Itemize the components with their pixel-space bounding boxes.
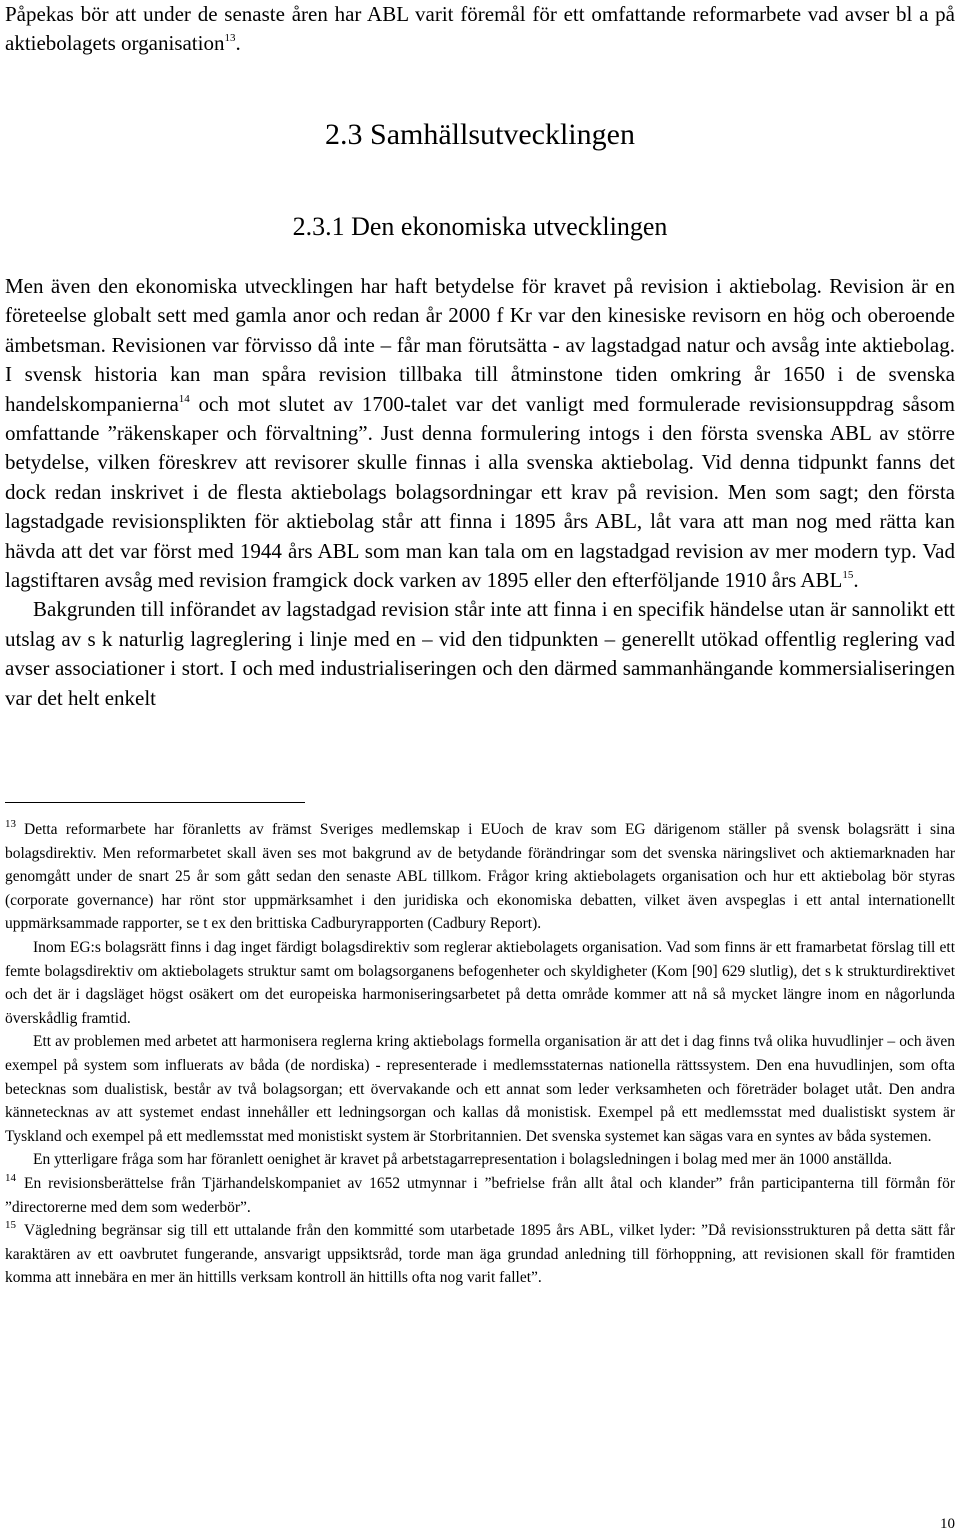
intro-paragraph xyxy=(5,0,955,59)
footnote-15-number: 15 xyxy=(5,1219,16,1232)
footnote-ref-14[interactable]: 14 xyxy=(178,392,190,405)
footnote-13-paragraph-2: Inom EG:s bolagsrätt finns i dag inget färdigt bolagsdirektiv som reglerar aktiebolagets organisation. Vad som finns är ett framarbetat förslag till ett femte bolagsdirektiv om aktiebolagets struktur samt om bolagsorganens befogenheter och skyldigheter (Kom [90] 629 slutlig), det s k strukturdirektivet och det är i dagsläget högst osäkert om det europeiska harmoniseringsarbetet på detta område kommer att nå så mycket längre inom en någorlunda överskådlig framtid. xyxy=(5,938,955,1027)
footnote-13-text: Detta reformarbete har föranletts av främst Sveriges medlemskap i EUoch de krav som EG därigenom ställer på svensk bolagsrätt i sina bolagsdirektiv. Men reformarbetet skall även ses mot bakgrund av de betydande förändringar som det svenska näringslivet och aktiemarknaden har genomgått under de snart 25 år som gått sedan den senaste ABL tillkom. Frågor kring aktiebolagets organisation och hur ett aktiebolag bör styras (corporate governance) har rönt stor uppmärksamhet i den juridiska och ekonomiska debatten, vilket även avspeglas i ett antal internationellt uppmärksammade rapporter, se t ex den brittiska Cadburyrapporten (Cadbury Report). xyxy=(5,821,955,933)
page-number: 10 xyxy=(940,1516,955,1532)
paragraph-1-end: . xyxy=(853,568,859,593)
section-heading: 2.3 Samhällsutvecklingen xyxy=(325,118,635,151)
subsection-heading: 2.3.1 Den ekonomiska utvecklingen xyxy=(292,212,668,241)
footnote-15 xyxy=(5,1219,955,1290)
footnote-ref-15[interactable]: 15 xyxy=(842,569,854,582)
footnote-ref-13[interactable]: 13 xyxy=(224,32,236,45)
footnote-13-paragraph-3: Ett av problemen med arbetet att harmonisera reglerna kring aktiebolags formella organisation är att det i dag finns två olika huvudlinjer – och även exempel på system som influerats av båda (de nordiska) - representerade i medlemsstaternas nationella rättssystem. Den ena huvudlinjen, som ofta betecknas som dualistisk, består av två bolagsorgan; ett övervakande och ett annat som leder verksamheten och företräder bolaget utåt. Den andra kännetecknas av att systemet endast innehåller ett ledningsorgan och kallas då monistisk. Exempel på ett medlemsstat med dualistiskt system är Tyskland och exempel på ett medlemsstat med monistiskt system är Storbritannien. Det svenska systemet kan sägas vara en syntes av båda systemen. xyxy=(5,1033,955,1145)
intro-text: Påpekas bör att under de senaste åren har ABL varit föremål för ett omfattande reformarbete vad avser bl a på aktiebolagets organisation xyxy=(5,2,955,56)
footnote-13-paragraph-4: En ytterligare fråga som har föranlett oenighet är kravet på arbetstagarrepresentation i bolagsledningen i bolag med mer än 1000 anställda. xyxy=(33,1151,893,1169)
footnote-13 xyxy=(5,818,955,936)
footnote-15-text: Vägledning begränsar sig till ett uttalande från den kommitté som utarbetade 1895 års ABL, vilket lyder: ”Då revisionsstrukturen på detta sätt får karaktären av ett oavbrutet fungerande, ansvarigt uppsiktsråd, torde man äga grundad anledning till förhoppning, att revisionen skall för framtiden komma att innebära en mer än hittills verksam kontroll än hittills ofta nog varit fallet”. xyxy=(5,1222,955,1287)
intro-end: . xyxy=(235,31,241,56)
paragraph-1-part-1: Men även den ekonomiska utvecklingen har haft betydelse för kravet på revision i aktiebolag. Revision är en företeelse globalt sett med gamla anor och redan år 2000 f Kr var den kinesiske revisorn en hög och oberoende ämbetsman. Revisionen var förvisso då inte – får man förutsätta - av lagstadgad natur och avsåg inte aktiebolag. I svensk historia kan man spåra revision tillbaka till åtminstone tiden omkring år 1650 i de svenska handelskompanierna xyxy=(5,274,955,416)
footnotes xyxy=(5,818,955,1290)
footnote-14-text: En revisionsberättelse från Tjärhandelskompaniet av 1652 utmynnar i ”befrielse från allt åtal och klander” från participanterna till förmån för ”directorerne med dem som wederbör”. xyxy=(5,1174,955,1216)
paragraph-1-part-2: och mot slutet av 1700-talet var det vanligt med formulerade revisionsuppdrag såsom omfattande ”räkenskaper och förvaltning”. Just denna formulering intogs i den första svenska ABL av större betydelse, vilken föreskrev att revisorer skulle finnas i alla svenska aktiebolag. Vid denna tidpunkt fanns det dock redan inskrivet i de flesta aktiebolags bolagsordningar ett krav på revision. Men som sagt; den första lagstadgade revisionsplikten för aktiebolag står att finna i 1895 års ABL, låt vara att man nog med rätta kan hävda att det var först med 1944 års ABL som man kan tala om en lagstadgad revision av mer modern typ. Vad lagstiftaren avsåg med revision framgick dock varken av 1895 eller den efterföljande 1910 års ABL xyxy=(5,391,955,593)
footnote-14 xyxy=(5,1172,955,1219)
footnote-14-number: 14 xyxy=(5,1171,16,1184)
footnote-separator xyxy=(5,802,305,803)
paragraph-2: Bakgrunden till införandet av lagstadgad revision står inte att finna i en specifik händelse utan är sannolikt ett utslag av s k naturlig lagreglering i linje med en – vid den tidpunkten – generellt utökad offentlig reglering vad avser associationer i stort. I och med industrialiseringen och den därmed sammanhängande kommersialiseringen var det helt enkelt xyxy=(5,597,955,710)
footnote-13-number: 13 xyxy=(5,818,16,830)
main-body xyxy=(5,272,955,713)
paragraph-1 xyxy=(5,272,955,595)
